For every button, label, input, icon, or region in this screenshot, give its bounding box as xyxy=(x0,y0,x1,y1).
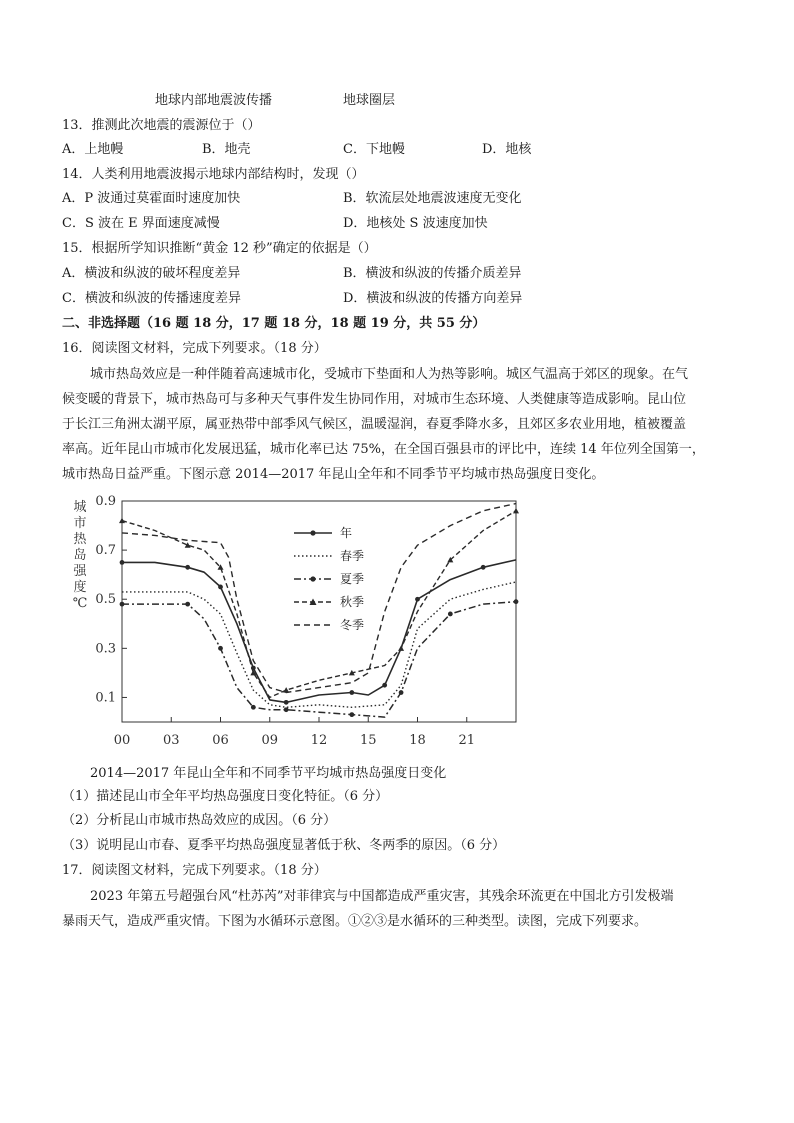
q16-passage-line-5: 城市热岛日益严重。下图示意 2014—2017 年昆山全年和不同季节平均城市热岛强度日变化。 xyxy=(62,467,605,482)
series-point-2 xyxy=(399,690,404,695)
y-tick-label: 0.1 xyxy=(95,690,116,706)
question-17-stem: 17．阅读图文材料，完成下列要求。（18 分） xyxy=(62,863,327,878)
y-axis-label-char: 城 xyxy=(73,500,87,515)
series-point-2 xyxy=(448,612,453,617)
y-tick-label: 0.3 xyxy=(95,641,116,657)
x-tick-label: 21 xyxy=(458,733,476,748)
q16-passage-line-2: 候变暖的背景下，城市热岛可与多种天气事件发生协同作用，对城市生态环境、人类健康等造成影响。昆山位 xyxy=(62,392,687,407)
series-point-0 xyxy=(120,560,125,565)
y-axis-label-char: 热 xyxy=(73,532,87,547)
legend-marker-0 xyxy=(310,530,315,535)
q17-passage-line-2: 暴雨天气，造成严重灾情。下图为水循环示意图。①②③是水循环的三种类型。读图，完成下列要求。 xyxy=(62,914,648,929)
series-line-3 xyxy=(122,511,516,698)
series-point-2 xyxy=(514,599,519,604)
y-axis-label-char: 强 xyxy=(73,564,87,579)
heat-island-chart xyxy=(62,493,532,755)
legend-label-1: 春季 xyxy=(340,549,365,563)
question-13-stem: 13．推测此次地震的震源位于（） xyxy=(62,118,261,133)
chart-caption: 2014—2017 年昆山全年和不同季节平均城市热岛强度日变化 xyxy=(90,766,447,781)
x-tick-label: 09 xyxy=(261,733,279,748)
series-point-0 xyxy=(349,690,354,695)
series-point-0 xyxy=(284,700,289,705)
q15-option-a: A．横波和纵波的破坏程度差异 xyxy=(62,266,241,281)
q16-subquestion-3: （3）说明昆山市春、夏季平均热岛强度显著低于秋、冬两季的原因。（6 分） xyxy=(62,838,506,853)
series-line-2 xyxy=(122,602,516,717)
series-point-3 xyxy=(513,508,519,513)
chart-legend xyxy=(294,525,364,632)
y-axis-label-char: 市 xyxy=(73,516,87,531)
series-point-0 xyxy=(382,683,387,688)
q15-option-d: D．横波和纵波的传播方向差异 xyxy=(343,291,523,306)
series-point-3 xyxy=(398,645,404,651)
q13-option-d: D．地核 xyxy=(482,142,532,157)
legend-label-2: 夏季 xyxy=(340,572,365,586)
q14-option-d: D．地核处 S 波速度加快 xyxy=(343,216,488,231)
question-15-stem: 15．根据所学知识推断“黄金 12 秒”确定的依据是（） xyxy=(62,241,377,256)
question-16-stem: 16．阅读图文材料，完成下列要求。（18 分） xyxy=(62,341,327,356)
section-2-title: 二、非选择题（16 题 18 分，17 题 18 分，18 题 19 分，共 55 分） xyxy=(62,316,486,331)
q17-passage-line-1: 2023 年第五号超强台风“杜苏芮”对菲律宾与中国都造成严重灾害，其残余环流更在中国北方引发极端 xyxy=(90,889,674,904)
legend-label-0: 年 xyxy=(340,526,353,540)
figure-label-spheres: 地球圈层 xyxy=(343,93,396,108)
series-point-0 xyxy=(218,585,223,590)
q15-option-b: B．横波和纵波的传播介质差异 xyxy=(343,266,522,281)
y-tick-label: 0.7 xyxy=(95,543,116,559)
q13-option-b: B．地壳 xyxy=(202,142,251,157)
series-point-2 xyxy=(349,712,354,717)
series-point-2 xyxy=(218,646,223,651)
series-point-0 xyxy=(481,565,486,570)
y-axis-label-char: 度 xyxy=(73,580,87,595)
series-point-0 xyxy=(415,597,420,602)
q14-option-c: C．S 波在 E 界面速度减慢 xyxy=(62,216,220,231)
figure-label-seismic: 地球内部地震波传播 xyxy=(155,93,273,108)
series-point-2 xyxy=(185,602,190,607)
q14-option-a: A．P 波通过莫霍面时速度加快 xyxy=(62,191,241,206)
series-line-1 xyxy=(122,582,516,707)
x-tick-label: 15 xyxy=(359,733,377,748)
series-point-2 xyxy=(120,602,125,607)
legend-label-4: 冬季 xyxy=(340,618,365,632)
q16-passage-line-1: 城市热岛效应是一种伴随着高速城市化，受城市下垫面和人为热等影响。城区气温高于郊区的现象。在气 xyxy=(90,367,689,382)
q16-subquestion-2: （2）分析昆山市城市热岛效应的成因。（6 分） xyxy=(62,813,337,828)
x-tick-label: 03 xyxy=(162,733,180,748)
y-tick-label: 0.9 xyxy=(95,494,116,509)
legend-label-3: 秋季 xyxy=(340,595,365,609)
q16-subquestion-1: （1）描述昆山市全年平均热岛强度日变化特征。（6 分） xyxy=(62,789,389,804)
q15-option-c: C．横波和纵波的传播速度差异 xyxy=(62,291,241,306)
legend-marker-2 xyxy=(310,576,315,581)
y-axis-label-char: 岛 xyxy=(73,548,87,563)
y-axis-label xyxy=(73,500,88,611)
question-14-stem: 14．人类利用地震波揭示地球内部结构时，发现（） xyxy=(62,167,365,182)
y-tick-label: 0.5 xyxy=(95,592,116,608)
y-axis-label-char: ℃ xyxy=(72,596,88,611)
q14-option-b: B．软流层处地震波速度无变化 xyxy=(343,191,522,206)
q16-passage-line-4: 率高。近年昆山市城市化发展迅猛，城市化率已达 75%，在全国百强县市的评比中，连续 14 年位列全国第一， xyxy=(62,442,705,457)
series-line-0 xyxy=(122,560,516,703)
q13-option-a: A．上地幔 xyxy=(62,142,124,157)
q13-option-c: C．下地幔 xyxy=(343,142,405,157)
series-point-2 xyxy=(251,705,256,710)
x-tick-label: 12 xyxy=(310,733,328,748)
series-point-2 xyxy=(284,707,289,712)
x-tick-label: 18 xyxy=(409,733,426,748)
series-line-4 xyxy=(122,504,516,693)
q16-passage-line-3: 于长江三角洲太湖平原，属亚热带中部季风气候区，温暖湿润，春夏季降水多，且郊区多农业用地，植被覆盖 xyxy=(62,417,687,432)
series-point-0 xyxy=(185,565,190,570)
x-tick-label: 06 xyxy=(212,733,229,748)
series-point-3 xyxy=(119,518,125,524)
x-tick-label: 00 xyxy=(113,733,131,748)
